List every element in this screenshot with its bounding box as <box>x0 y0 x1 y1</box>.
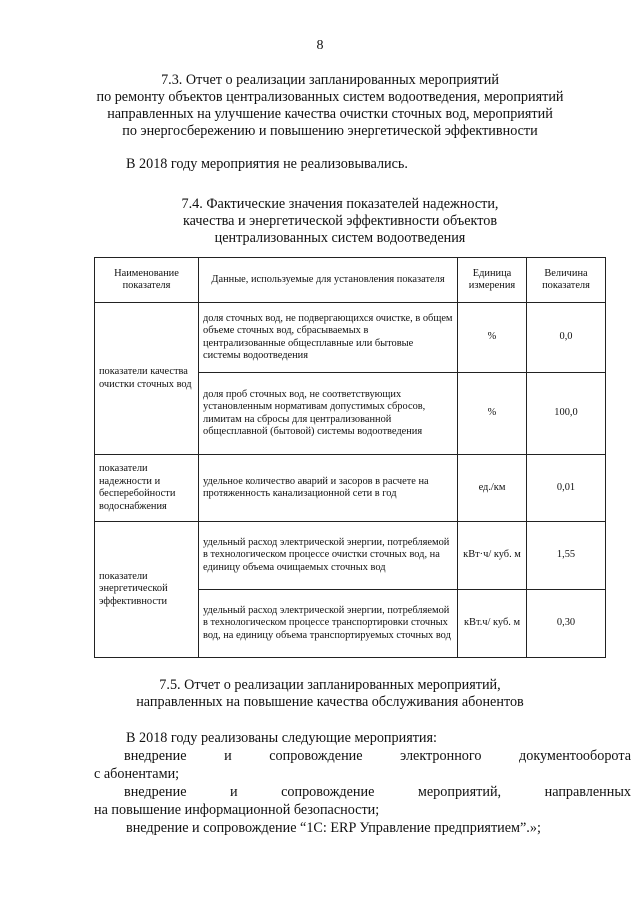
header-indicator-name: Наименование показателя <box>95 258 199 303</box>
item-2-line-2: на повышение информационной безопасности; <box>94 802 380 818</box>
heading-line: 7.5. Отчет о реализации запланированных мероприятий, <box>159 677 501 693</box>
page-number: 8 <box>316 38 324 53</box>
section-7-5-heading <box>70 677 590 711</box>
unit-cell: кВт.ч/ куб. м <box>458 590 527 658</box>
value-cell: 1,55 <box>527 522 606 590</box>
unit-cell: ед./км <box>458 455 527 522</box>
heading-line: 7.3. Отчет о реализации запланированных мероприятий <box>161 72 499 88</box>
section-7-4-heading <box>120 196 560 247</box>
indicators-table <box>94 257 606 658</box>
heading-line: 7.4. Фактические значения показателей надежности, <box>181 196 499 212</box>
table-header-row <box>95 258 606 303</box>
item-2-line-1: внедрение и сопровождение мероприятий, направленных <box>124 784 631 800</box>
unit-cell: кВт·ч/ куб. м <box>458 522 527 590</box>
heading-line: по ремонту объектов централизованных систем водоотведения, мероприятий <box>96 89 564 105</box>
group-name-cell: показатели надежности и бесперебойности водоснабжения <box>95 455 199 522</box>
heading-line: качества и энергетической эффективности объектов <box>182 213 498 229</box>
header-unit: Единица измерения <box>458 258 527 303</box>
heading-line: централизованных систем водоотведения <box>214 230 466 246</box>
heading-line: направленных на повышение качества обслуживания абонентов <box>136 694 524 710</box>
table-row <box>95 522 606 590</box>
header-value: Величина показателя <box>527 258 606 303</box>
unit-cell: % <box>458 303 527 373</box>
group-name-cell: показатели качества очистки сточных вод <box>95 303 199 455</box>
group-name-cell: показатели энергетической эффективности <box>95 522 199 658</box>
value-cell: 0,01 <box>527 455 606 522</box>
value-cell: 100,0 <box>527 373 606 455</box>
data-cell: удельный расход электрической энергии, потребляемой в технологическом процессе транспортировки сточных вод, на единицу объема транспортируемых сточных вод <box>199 590 458 658</box>
value-cell: 0,0 <box>527 303 606 373</box>
value-cell: 0,30 <box>527 590 606 658</box>
header-source-data: Данные, используемые для установления показателя <box>199 258 458 303</box>
item-1-line-2: с абонентами; <box>94 766 180 782</box>
data-cell: доля проб сточных вод, не соответствующих установленным нормативам допустимых сбросов, лимитам на сбросы для централизованной общесплавной (бытовой) системы водоотведения <box>199 373 458 455</box>
unit-cell: % <box>458 373 527 455</box>
section-7-3-paragraph: В 2018 году мероприятия не реализовывались. <box>126 156 408 172</box>
data-cell: удельное количество аварий и засоров в расчете на протяженность канализационной сети в год <box>199 455 458 522</box>
data-cell: доля сточных вод, не подвергающихся очистке, в общем объеме сточных вод, сбрасываемых в централизованные общесплавные или бытовые системы водоотведения <box>199 303 458 373</box>
table-row <box>95 455 606 522</box>
item-1-line-1: внедрение и сопровождение электронного документооборота <box>124 748 631 764</box>
item-3: внедрение и сопровождение “1С: ERP Управление предприятием”.»; <box>126 820 541 836</box>
heading-line: направленных на улучшение качества очистки сточных вод, мероприятий <box>107 106 553 122</box>
heading-line: по энергосбережению и повышению энергетической эффективности <box>122 123 538 139</box>
indicators-table-wrapper <box>94 257 605 658</box>
data-cell: удельный расход электрической энергии, потребляемой в технологическом процессе очистки сточных вод, на единицу объема очищаемых сточных вод <box>199 522 458 590</box>
table-row <box>95 303 606 373</box>
section-7-5-intro: В 2018 году реализованы следующие мероприятия: <box>126 730 437 746</box>
section-7-3-heading <box>60 72 600 140</box>
